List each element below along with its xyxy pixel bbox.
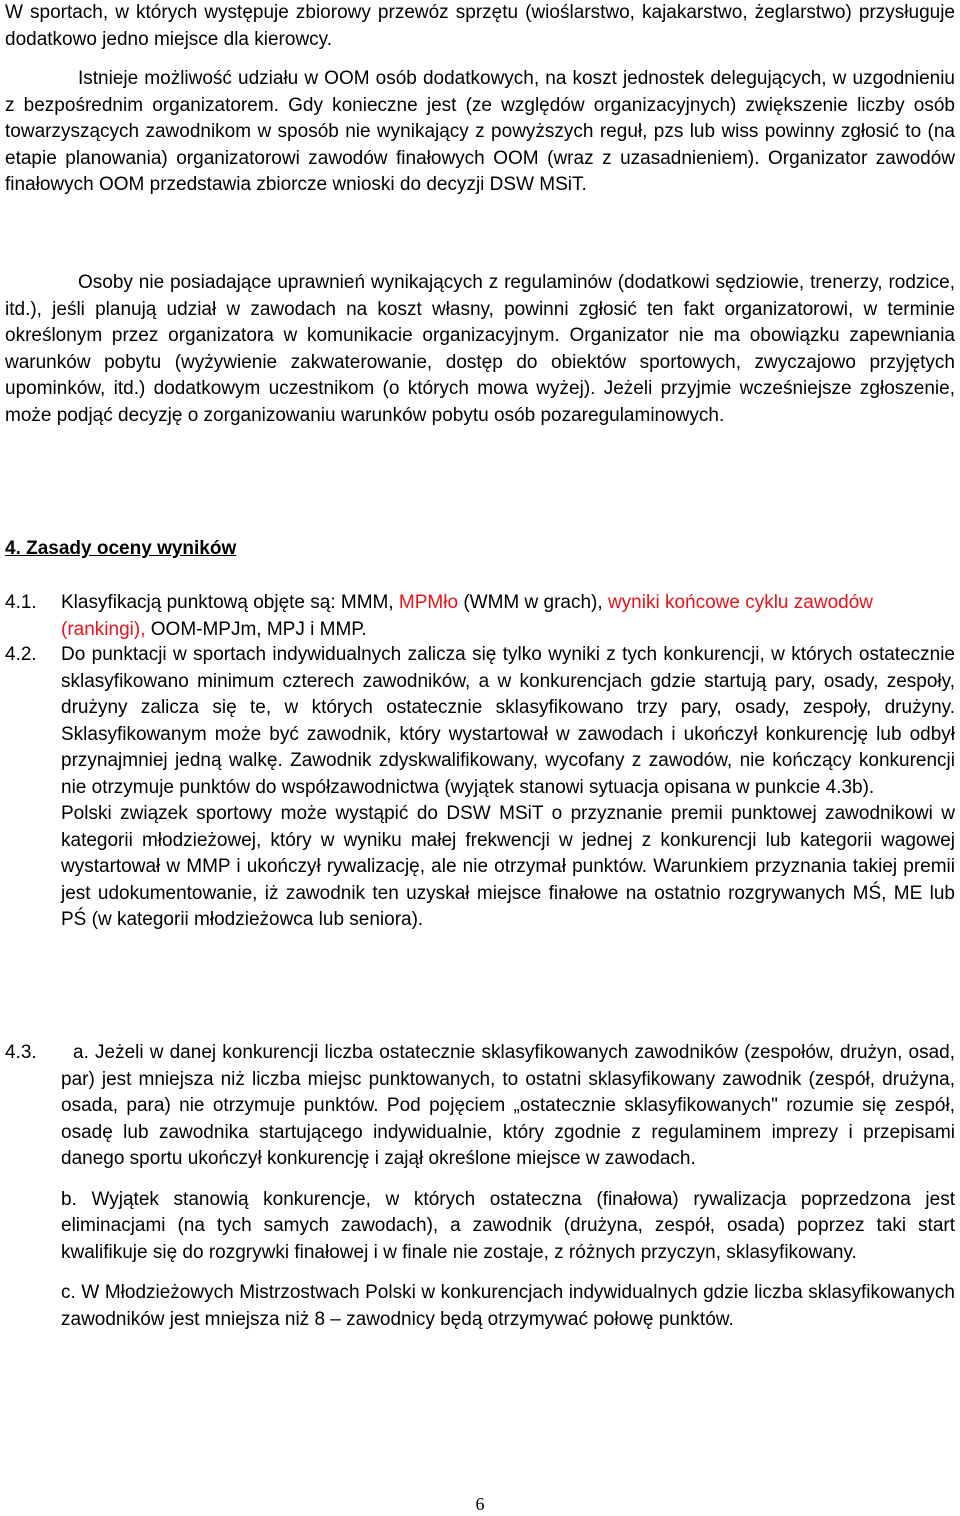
clause-item-a: a. Jeżeli w danej konkurencji liczba ostatecznie sklasyfikowanych zawodników (zespołów, drużyn, osad, par) jest mniejsza niż liczba miejsc punktowanych, to ostatni sklasyfikowany zawodnik (zespół, drużyna, osada, para) nie otrzymuje punktów. Pod pojęciem „ostatecznie sklasyfikowanych" rozumie się zespół, osadę lub zawodnika startującego indywidualnie, który zgodnie z regulaminem imprezy i przepisami danego sportu ukończył konkurencję i zajął określone miejsce w zawodach. <box>61 1042 955 1169</box>
clause-text-part: OOM-MPJm, MPJ i MMP. <box>145 618 367 640</box>
highlight-mpmlo: MPMło <box>398 592 459 613</box>
clause-text <box>61 590 955 643</box>
clause-paragraph: Do punktacji w sportach indywidualnych zalicza się tylko wyniki z tych konkurencji, w których ostatecznie sklasyfikowano minimum czterech zawodników, a w konkurencjach gdzie startują pary, osady, zespoły, drużyny zalicza się te, w których ostatecznie sklasyfikowano trzy pary, osady, zespoły, drużyny. Sklasyfikowanym może być zawodnik, który wystartował w zawodach i ukończył konkurencję lub odbył przynajmniej jedną walkę. Zawodnik zdyskwalifikowany, wycofany z zawodów, nie kończący konkurencji nie otrzymuje punktów do współzawodnictwa (wyjątek stanowi sytuacja opisana w punkcie 4.3b). <box>61 644 955 798</box>
section-heading: 4. Zasady oceny wyników <box>5 538 237 559</box>
clause-number: 4.3. <box>5 1042 37 1063</box>
clause-number: 4.2. <box>5 644 37 665</box>
clause-item-c: c. W Młodzieżowych Mistrzostwach Polski w konkurencjach indywidualnych gdzie liczba sklasyfikowanych zawodników jest mniejsza niż 8 – zawodnicy będą otrzymywać połowę punktów. <box>61 1282 955 1330</box>
highlight-rankings: wyniki końcowe cyklu zawodów (rankingi), <box>61 592 873 640</box>
clause-body <box>61 1040 955 1333</box>
paragraph-unauthorized-persons: Osoby nie posiadające uprawnień wynikających z regulaminów (dodatkowi sędziowie, trenerzy, rodzice, itd.), jeśli planują udział w zawodach na koszt własny, powinni zgłosić ten fakt organizatorowi, w terminie określonym przez organizatora w komunikacie organizacyjnym. Organizator nie ma obowiązku zapewniania warunków pobytu (wyżywienie zakwaterowanie, dostęp do obiektów sportowych, zwyczajowo przyjętych upominków, itd.) dodatkowym uczestnikom (o których mowa wyżej). Jeżeli przyjmie wcześniejsze zgłoszenie, może podjąć decyzję o zorganizowaniu warunków pobytu osób pozaregulaminowych. <box>5 272 955 426</box>
clause-text-part: (WMM w grach), <box>458 592 608 613</box>
clause-item-b: b. Wyjątek stanowią konkurencje, w których ostateczna (finałowa) rywalizacja poprzedzona jest eliminacjami (na tych samych zawodach), a zawodnik (drużyna, zespół, osada) poprzez taki start kwalifikuje się do rozgrywki finałowej i w finale nie zostaje, z różnych przyczyn, sklasyfikowany. <box>61 1188 955 1263</box>
clause-paragraph: Polski związek sportowy może wystąpić do DSW MSiT o przyznanie premii punktowej zawodnikowi w kategorii młodzieżowej, który w wyniku małej frekwencji w jednej z konkurencji lub kategorii wagowej wystartował w MMP i ukończył rywalizację, ale nie otrzymał punktów. Warunkiem przyznania takiej premii jest udokumentowanie, iż zawodnik ten uzyskał miejsce finałowe na ostatnio rozgrywanych MŚ, ME lub PŚ (w kategorii młodzieżowca lub seniora). <box>61 803 955 930</box>
clause-number: 4.1. <box>5 592 37 613</box>
clause-body <box>61 642 955 934</box>
paragraph-additional-persons: Istnieje możliwość udziału w OOM osób dodatkowych, na koszt jednostek delegujących, w uzgodnieniu z bezpośrednim organizatorem. Gdy konieczne jest (ze względów organizacyjnych) zwiększenie liczby osób towarzyszących zawodnikom w sposób nie wynikający z powyższych reguł, pzs lub wiss powinny zgłosić to (na etapie planowania) organizatorowi zawodów finałowych OOM (wraz z uzasadnieniem). Organizator zawodów finałowych OOM przedstawia zbiorcze wnioski do decyzji DSW MSiT. <box>5 68 955 195</box>
page-number: 6 <box>475 1494 485 1514</box>
clause-text-part: Klasyfikacją punktową objęte są: MMM, <box>61 592 399 613</box>
paragraph-driver-seat: W sportach, w których występuje zbiorowy przewóz sprzętu (wioślarstwo, kajakarstwo, żeglarstwo) przysługuje dodatkowo jedno miejsce dla kierowcy. <box>5 2 955 50</box>
